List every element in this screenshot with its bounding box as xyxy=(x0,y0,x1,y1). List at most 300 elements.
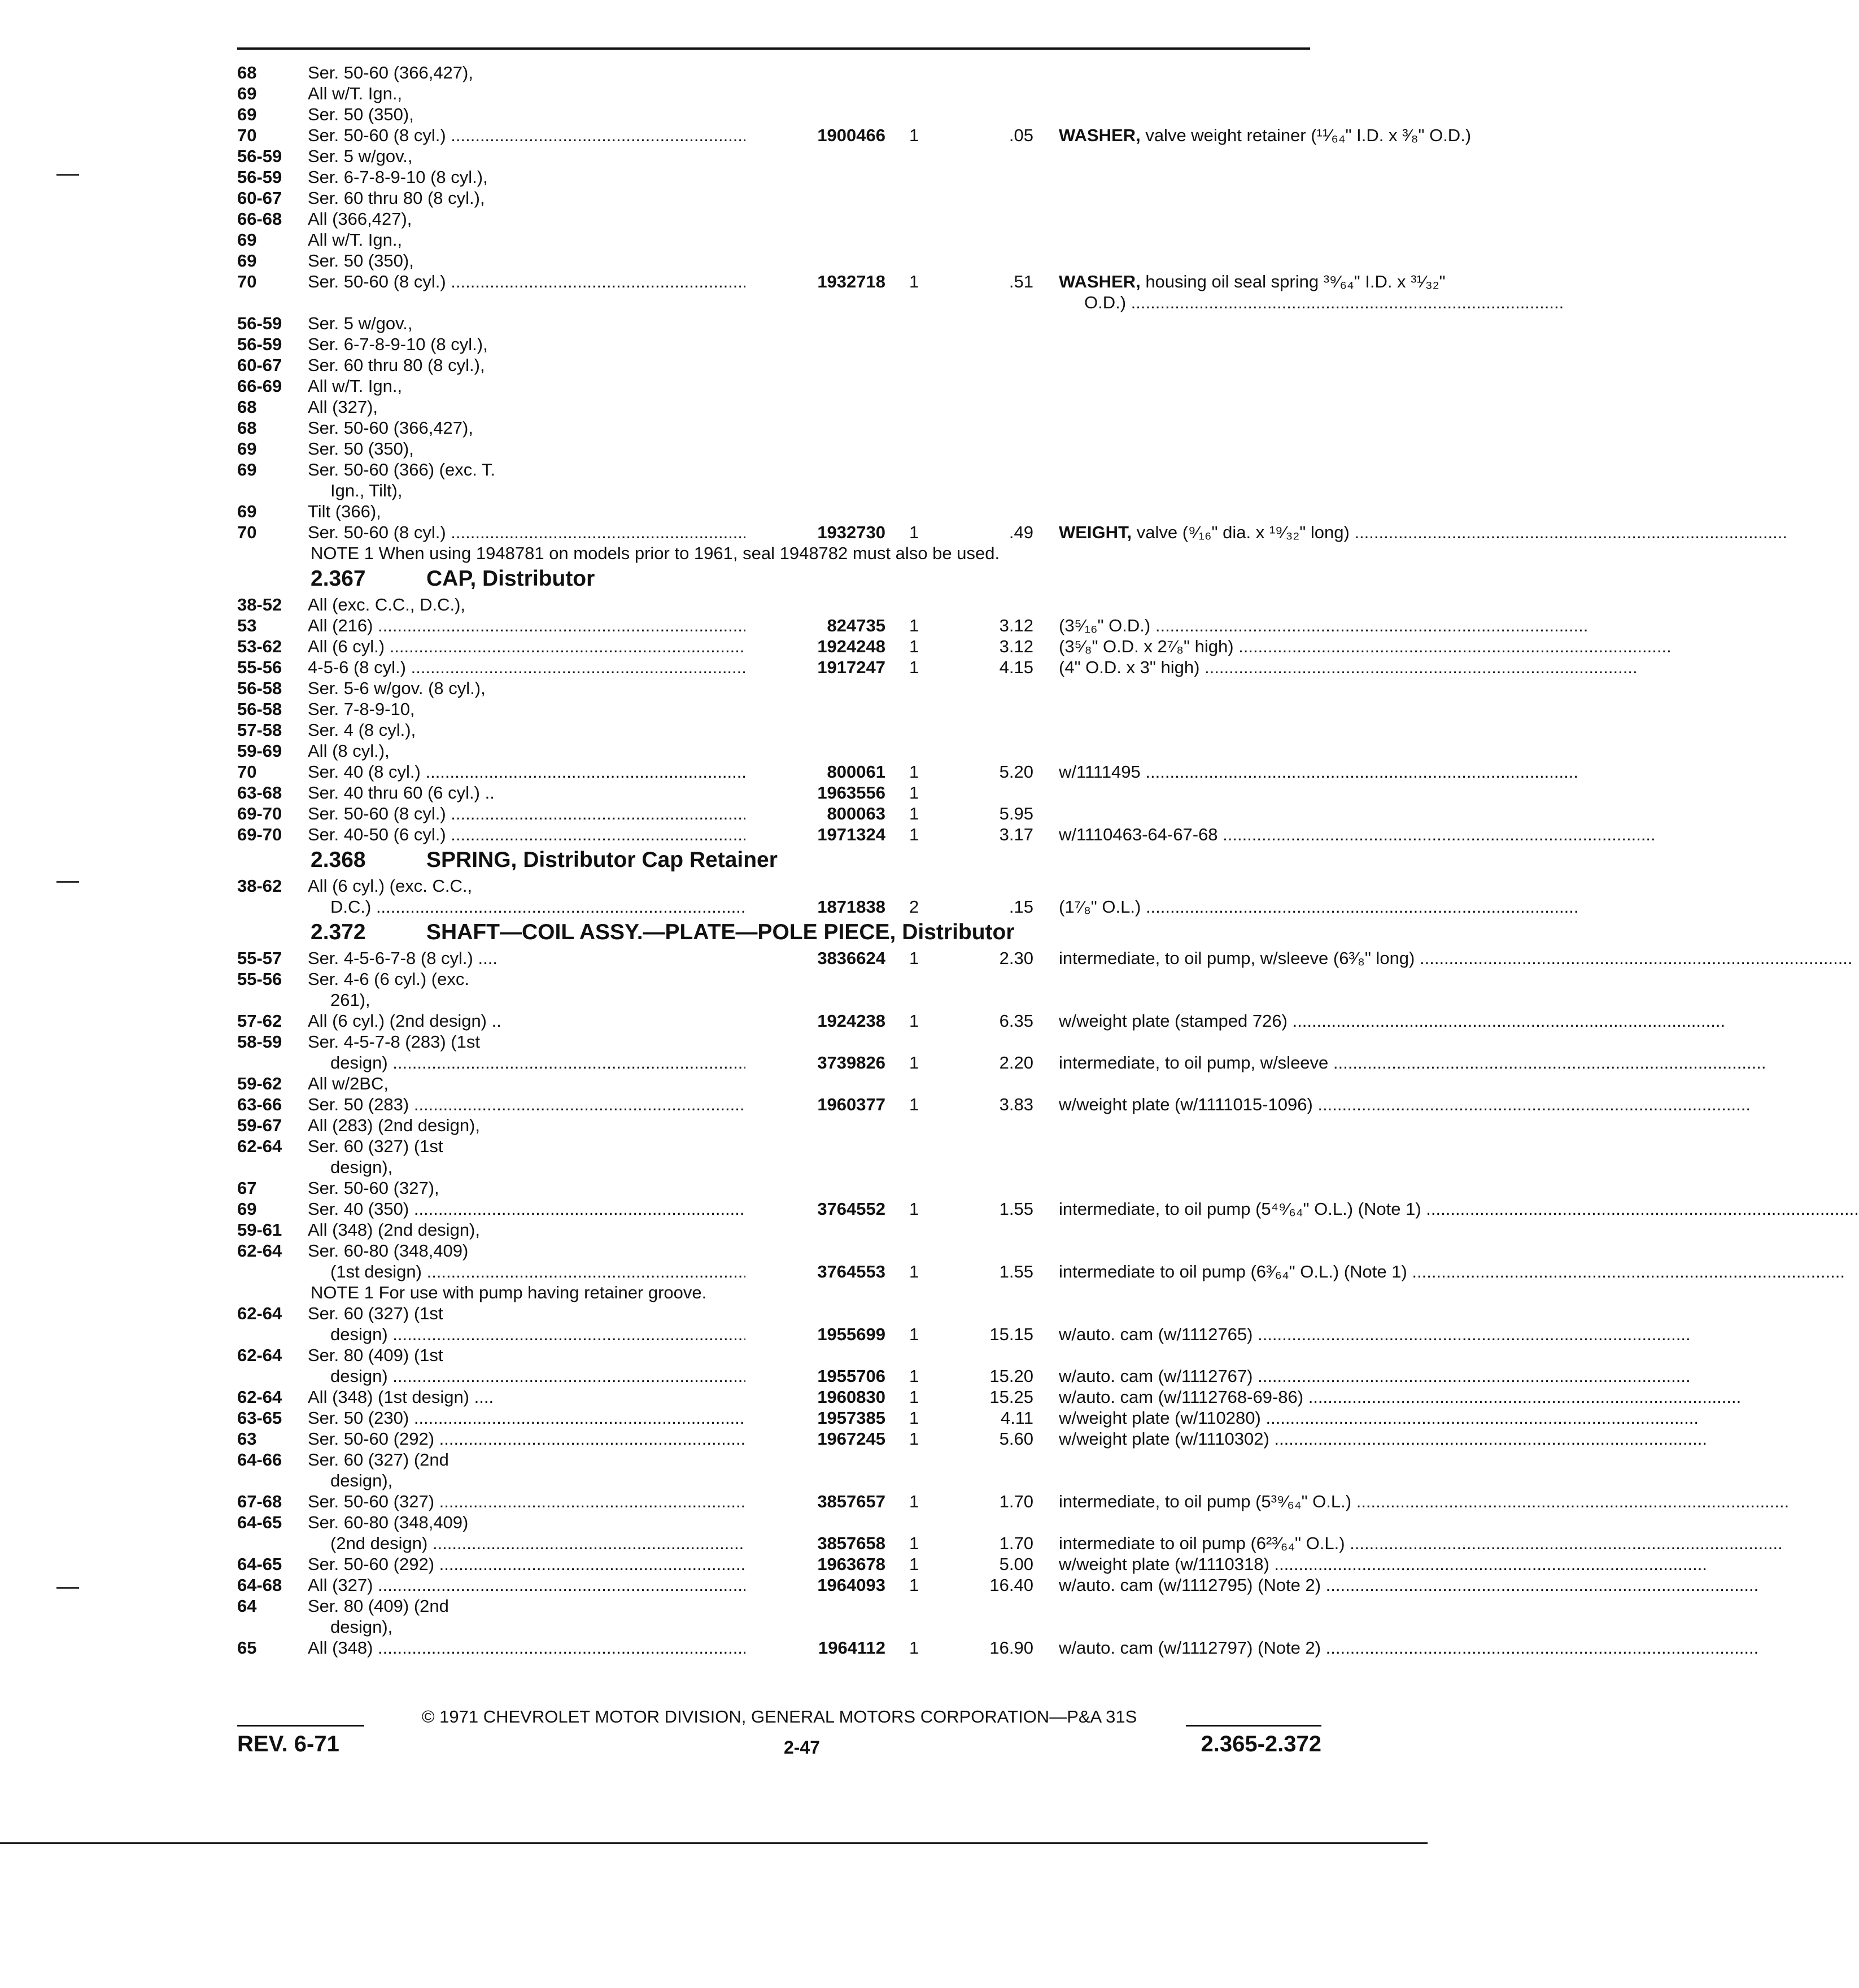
part-row xyxy=(237,188,1321,208)
application-desc: Ser. 50 (230) ..... xyxy=(308,1407,782,1428)
bottom-rule xyxy=(0,1842,1428,1844)
list-price: 3.12 xyxy=(999,616,1033,635)
list-price: 5.60 xyxy=(999,1429,1033,1449)
part-remark xyxy=(1059,1533,1345,1554)
remark-text: (3⁵⁄₈" O.D. x 2⁷⁄₈" high) xyxy=(1059,636,1234,656)
note-text: NOTE 1 For use with pump having retainer groove. xyxy=(311,1283,707,1302)
part-row xyxy=(237,1491,1352,1512)
part-row xyxy=(237,334,1321,355)
application-desc: design), xyxy=(330,1617,393,1637)
application-desc: Ser. 5 w/gov., xyxy=(308,313,413,333)
model-year: 59-61 xyxy=(237,1220,282,1240)
part-row xyxy=(237,824,1321,845)
revision-label: REV. 6-71 xyxy=(237,1732,339,1756)
part-remark xyxy=(1059,125,1472,146)
part-row xyxy=(237,1010,1321,1031)
quantity: 1 xyxy=(909,825,919,844)
application-desc: Tilt (366), xyxy=(308,502,381,521)
part-number: 800063 xyxy=(745,803,885,824)
footer-rule-right xyxy=(1186,1725,1321,1727)
part-row xyxy=(237,250,1321,271)
model-year: 69 xyxy=(237,104,257,124)
quantity: 1 xyxy=(909,1366,919,1386)
quantity: 1 xyxy=(909,1638,919,1658)
part-number: 1960830 xyxy=(745,1387,885,1407)
list-price: 2.30 xyxy=(999,948,1033,968)
part-row xyxy=(237,501,1321,522)
application-desc: Ign., Tilt), xyxy=(330,481,403,500)
section-number: 2.367 xyxy=(311,566,366,591)
part-number: 3764552 xyxy=(745,1198,885,1219)
part-row xyxy=(237,740,1321,761)
application-desc: Ser. 50 (350), xyxy=(308,104,414,124)
application-desc: All w/2BC, xyxy=(308,1074,389,1093)
part-number: 1967245 xyxy=(745,1428,885,1449)
note-text: NOTE 1 When using 1948781 on models prior to 1961, seal 1948782 must also be used. xyxy=(311,543,1000,563)
model-year: 62-64 xyxy=(237,1303,282,1323)
model-year: 70 xyxy=(237,522,257,542)
model-year: 68 xyxy=(237,397,257,417)
remark-text: w/weight plate (w/1110318) xyxy=(1059,1554,1269,1574)
part-number: 1924238 xyxy=(745,1010,885,1031)
part-row xyxy=(237,229,1321,250)
quantity: 1 xyxy=(909,1533,919,1553)
application-desc: D.C.) ..... xyxy=(308,896,805,917)
application-desc: Ser. 50-60 (366,427), xyxy=(308,63,473,82)
quantity: 1 xyxy=(909,1554,919,1574)
part-row xyxy=(237,636,1321,657)
application-desc: Ser. 50 (283) ..... xyxy=(308,1094,782,1115)
part-remark xyxy=(1059,1637,1319,1658)
model-year: 63-65 xyxy=(237,1408,282,1428)
application-desc: All w/T. Ign., xyxy=(308,230,403,250)
application-desc: Ser. 60 thru 80 (8 cyl.), xyxy=(308,355,485,375)
model-year: 69 xyxy=(237,84,257,103)
remark-text: intermediate, to oil pump, w/sleeve xyxy=(1059,1053,1329,1073)
remark-text: intermediate, to oil pump (5⁴⁹⁄₆₄" O.L.) (Note 1) xyxy=(1059,1199,1421,1219)
part-remark xyxy=(1059,824,1319,845)
model-year: 64-65 xyxy=(237,1512,282,1532)
remark-text: w/weight plate (w/110280) xyxy=(1059,1408,1261,1428)
application-desc: Ser. 50-60 (8 cyl.) ..... xyxy=(308,803,782,824)
part-row xyxy=(237,1407,1321,1428)
application-desc: Ser. 80 (409) (1st xyxy=(308,1345,443,1365)
part-remark xyxy=(1059,1010,1319,1031)
list-price: 1.70 xyxy=(999,1492,1033,1511)
application-desc: Ser. 4 (8 cyl.), xyxy=(308,720,416,740)
part-row xyxy=(237,1637,1321,1658)
part-row xyxy=(237,1616,1321,1637)
part-number: 1924248 xyxy=(745,636,885,657)
remark-text: intermediate, to oil pump, w/sleeve (6³⁄₈" long) xyxy=(1059,948,1415,968)
application-desc: 4-5-6 (8 cyl.) ..... xyxy=(308,657,782,678)
part-row xyxy=(237,522,1350,543)
application-desc: design) ..... xyxy=(308,1324,805,1345)
part-remark xyxy=(1059,1387,1319,1407)
section-range: 2.365-2.372 xyxy=(1201,1732,1321,1756)
application-desc: All (6 cyl.) ..... xyxy=(308,636,782,657)
part-row xyxy=(237,1387,1321,1407)
application-desc: Ser. 6-7-8-9-10 (8 cyl.), xyxy=(308,167,488,187)
model-year: 55-56 xyxy=(237,969,282,989)
application-desc: Ser. 50 (350), xyxy=(308,251,414,271)
list-price: 16.40 xyxy=(989,1575,1033,1595)
part-row xyxy=(237,1178,1321,1198)
application-desc: Ser. 40 (350) ..... xyxy=(308,1198,782,1219)
list-price: .51 xyxy=(1009,272,1033,291)
part-number: 1955699 xyxy=(745,1324,885,1345)
part-row xyxy=(237,896,1321,917)
part-row xyxy=(237,594,1321,615)
part-row xyxy=(237,1533,1345,1554)
application-desc: 261), xyxy=(330,990,370,1010)
quantity: 1 xyxy=(909,1492,919,1511)
part-row xyxy=(237,480,1321,501)
part-row xyxy=(237,782,1321,803)
application-desc: All (exc. C.C., D.C.), xyxy=(308,595,466,614)
part-row xyxy=(237,1366,1321,1387)
margin-tick xyxy=(56,174,79,176)
part-row xyxy=(237,1073,1321,1094)
part-row xyxy=(237,657,1321,678)
part-row xyxy=(237,417,1321,438)
model-year: 56-59 xyxy=(237,334,282,354)
list-price: 1.55 xyxy=(999,1199,1033,1219)
part-number: 1932730 xyxy=(745,522,885,543)
quantity: 1 xyxy=(909,1095,919,1114)
model-year: 57-62 xyxy=(237,1011,282,1031)
quantity: 1 xyxy=(909,762,919,782)
list-price: 1.55 xyxy=(999,1262,1033,1281)
application-desc: Ser. 5-6 w/gov. (8 cyl.), xyxy=(308,678,486,698)
application-desc: Ser. 7-8-9-10, xyxy=(308,699,415,719)
list-price: 15.15 xyxy=(989,1324,1033,1344)
model-year: 68 xyxy=(237,63,257,82)
application-desc: Ser. 6-7-8-9-10 (8 cyl.), xyxy=(308,334,488,354)
application-desc: Ser. 40 (8 cyl.) ..... xyxy=(308,761,782,782)
remark-text: w/auto. cam (w/1112765) xyxy=(1059,1324,1253,1344)
note-row xyxy=(237,1282,1321,1303)
section-title: SPRING, Distributor Cap Retainer xyxy=(426,848,778,872)
quantity: 1 xyxy=(909,657,919,677)
part-row xyxy=(237,1261,1407,1282)
model-year: 66-69 xyxy=(237,376,282,396)
remark-text: intermediate to oil pump (6³⁄₆₄" O.L.) (Note 1) xyxy=(1059,1262,1407,1281)
part-number: 1960377 xyxy=(745,1094,885,1115)
margin-tick xyxy=(56,881,79,883)
quantity: 1 xyxy=(909,783,919,803)
quantity: 1 xyxy=(909,1575,919,1595)
remark-text: (1⁷⁄₈" O.L.) xyxy=(1059,897,1141,917)
part-number: 1957385 xyxy=(745,1407,885,1428)
list-price: 6.35 xyxy=(999,1011,1033,1031)
list-price: 5.20 xyxy=(999,762,1033,782)
remark-text: w/weight plate (stamped 726) xyxy=(1059,1011,1288,1031)
section-heading xyxy=(237,845,1321,875)
section-heading xyxy=(237,564,1321,594)
part-row xyxy=(237,396,1321,417)
top-rule xyxy=(237,47,1310,50)
remark-text: (3⁵⁄₁₆" O.D.) xyxy=(1059,616,1151,635)
model-year: 69 xyxy=(237,230,257,250)
part-row xyxy=(237,1157,1321,1178)
application-desc: design), xyxy=(330,1157,393,1177)
list-price: 15.25 xyxy=(989,1387,1033,1407)
application-desc: All (348) (1st design) .... xyxy=(308,1387,494,1407)
list-price: 3.83 xyxy=(999,1095,1033,1114)
part-row xyxy=(237,1198,1421,1219)
model-year: 56-59 xyxy=(237,167,282,187)
model-year: 63-66 xyxy=(237,1095,282,1114)
margin-tick xyxy=(56,1587,79,1589)
model-year: 58-59 xyxy=(237,1032,282,1052)
model-year: 38-62 xyxy=(237,876,282,896)
part-number: 1900466 xyxy=(745,125,885,146)
application-desc: Ser. 50-60 (8 cyl.) ..... xyxy=(308,125,782,146)
part-row xyxy=(237,208,1321,229)
application-desc: All (348) ..... xyxy=(308,1637,782,1658)
application-desc: Ser. 60 (327) (2nd xyxy=(308,1450,449,1470)
application-desc: design), xyxy=(330,1471,393,1490)
model-year: 69 xyxy=(237,251,257,271)
application-desc: All (6 cyl.) (exc. C.C., xyxy=(308,876,473,896)
part-row xyxy=(237,1303,1321,1324)
list-price: .49 xyxy=(1009,522,1033,542)
model-year: 56-59 xyxy=(237,313,282,333)
part-number: 3836624 xyxy=(745,948,885,969)
model-year: 70 xyxy=(237,125,257,145)
remark-text: intermediate to oil pump (6²³⁄₆₄" O.L.) xyxy=(1059,1533,1345,1553)
model-year: 63 xyxy=(237,1429,257,1449)
remark-text: O.D.) xyxy=(1084,293,1127,312)
part-name: WASHER, xyxy=(1059,125,1141,145)
model-year: 69 xyxy=(237,439,257,459)
application-desc: Ser. 50-60 (327), xyxy=(308,1178,439,1198)
part-remark xyxy=(1059,657,1319,678)
quantity: 1 xyxy=(909,1387,919,1407)
part-remark xyxy=(1084,292,1344,313)
page-number: 2-47 xyxy=(783,1737,821,1758)
application-desc: All (327) ..... xyxy=(308,1575,782,1595)
remark-text: w/1110463-64-67-68 xyxy=(1059,825,1218,844)
model-year: 56-59 xyxy=(237,146,282,166)
remark-text: valve (⁹⁄₁₆" dia. x ¹⁹⁄₃₂" long) xyxy=(1136,522,1350,542)
model-year: 53 xyxy=(237,616,257,635)
model-year: 69-70 xyxy=(237,804,282,823)
model-year: 62-64 xyxy=(237,1387,282,1407)
note-row xyxy=(237,543,1321,564)
section-number: 2.368 xyxy=(311,848,366,872)
quantity: 1 xyxy=(909,1199,919,1219)
model-year: 70 xyxy=(237,762,257,782)
quantity: 1 xyxy=(909,1053,919,1073)
application-desc: Ser. 50-60 (8 cyl.) ..... xyxy=(308,522,782,543)
application-desc: (1st design) ..... xyxy=(308,1261,805,1282)
part-row xyxy=(237,989,1321,1010)
part-row xyxy=(237,459,1321,480)
part-number: 1963556 xyxy=(745,782,885,803)
model-year: 55-57 xyxy=(237,948,282,968)
quantity: 1 xyxy=(909,1429,919,1449)
part-row xyxy=(237,125,1472,146)
list-price: 16.90 xyxy=(989,1638,1033,1658)
application-desc: Ser. 60-80 (348,409) xyxy=(308,1241,469,1261)
list-price: .15 xyxy=(1009,897,1033,917)
model-year: 55-56 xyxy=(237,657,282,677)
remark-text: w/1111495 xyxy=(1059,762,1141,782)
application-desc: Ser. 40-50 (6 cyl.) ..... xyxy=(308,824,782,845)
part-number: 1964093 xyxy=(745,1575,885,1595)
part-number: 1932718 xyxy=(745,271,885,292)
part-row xyxy=(237,678,1321,699)
model-year: 64-68 xyxy=(237,1575,282,1595)
part-row xyxy=(237,62,1321,83)
part-number: 1871838 xyxy=(745,896,885,917)
part-row xyxy=(237,1554,1321,1575)
list-price: 5.00 xyxy=(999,1554,1033,1574)
list-price: 3.12 xyxy=(999,636,1033,656)
list-price: 3.17 xyxy=(999,825,1033,844)
part-number: 824735 xyxy=(745,615,885,636)
parts-list xyxy=(237,62,1472,1658)
part-number: 1955706 xyxy=(745,1366,885,1387)
model-year: 64 xyxy=(237,1596,257,1616)
list-price: 15.20 xyxy=(989,1366,1033,1386)
part-remark xyxy=(1059,1491,1352,1512)
application-desc: All (8 cyl.), xyxy=(308,741,390,761)
remark-text: intermediate, to oil pump (5³⁹⁄₆₄" O.L.) xyxy=(1059,1492,1352,1511)
remark-text: valve weight retainer (¹¹⁄₆₄" I.D. x ³⁄₈" O.D.) xyxy=(1145,125,1472,145)
quantity: 2 xyxy=(909,897,919,917)
part-row xyxy=(237,1512,1321,1533)
remark-text: w/auto. cam (w/1112768-69-86) xyxy=(1059,1387,1304,1407)
part-row xyxy=(237,1345,1321,1366)
part-row xyxy=(237,1052,1329,1073)
model-year: 69 xyxy=(237,460,257,479)
part-remark xyxy=(1059,522,1350,543)
part-remark xyxy=(1059,615,1319,636)
part-row xyxy=(237,969,1321,989)
part-row xyxy=(237,720,1321,740)
model-year: 38-52 xyxy=(237,595,282,614)
section-heading xyxy=(237,917,1321,948)
model-year: 64-65 xyxy=(237,1554,282,1574)
quantity: 1 xyxy=(909,1011,919,1031)
part-row xyxy=(237,167,1321,188)
application-desc: design) ..... xyxy=(308,1366,805,1387)
quantity: 1 xyxy=(909,1324,919,1344)
section-title: SHAFT—COIL ASSY.—PLATE—POLE PIECE, Distributor xyxy=(426,920,1015,944)
application-desc: Ser. 50-60 (327) ..... xyxy=(308,1491,782,1512)
application-desc: design) ..... xyxy=(308,1052,805,1073)
part-remark xyxy=(1059,1575,1319,1595)
part-row xyxy=(237,1115,1321,1136)
remark-text: w/weight plate (w/1110302) xyxy=(1059,1429,1269,1449)
model-year: 53-62 xyxy=(237,636,282,656)
model-year: 60-67 xyxy=(237,188,282,208)
model-year: 69-70 xyxy=(237,825,282,844)
part-number: 800061 xyxy=(745,761,885,782)
list-price: 5.95 xyxy=(999,804,1033,823)
application-desc: All (6 cyl.) (2nd design) .. xyxy=(308,1011,501,1031)
model-year: 67-68 xyxy=(237,1492,282,1511)
application-desc: Ser. 80 (409) (2nd xyxy=(308,1596,449,1616)
part-remark xyxy=(1059,1198,1421,1219)
part-remark xyxy=(1059,636,1319,657)
quantity: 1 xyxy=(909,1408,919,1428)
application-desc: All w/T. Ign., xyxy=(308,84,403,103)
model-year: 69 xyxy=(237,502,257,521)
model-year: 62-64 xyxy=(237,1136,282,1156)
application-desc: Ser. 60 thru 80 (8 cyl.), xyxy=(308,188,485,208)
part-row xyxy=(237,1136,1321,1157)
model-year: 59-67 xyxy=(237,1115,282,1135)
model-year: 66-68 xyxy=(237,209,282,229)
part-remark xyxy=(1059,1052,1329,1073)
part-row xyxy=(237,1449,1321,1470)
quantity: 1 xyxy=(909,1262,919,1281)
part-remark xyxy=(1059,896,1319,917)
quantity: 1 xyxy=(909,272,919,291)
model-year: 59-62 xyxy=(237,1074,282,1093)
model-year: 59-69 xyxy=(237,741,282,761)
list-price: 1.70 xyxy=(999,1533,1033,1553)
part-row xyxy=(237,438,1321,459)
application-desc: All (283) (2nd design), xyxy=(308,1115,480,1135)
part-row xyxy=(237,376,1321,396)
part-row xyxy=(237,1575,1321,1595)
application-desc: Ser. 60 (327) (1st xyxy=(308,1136,443,1156)
list-price: 2.20 xyxy=(999,1053,1033,1073)
part-row xyxy=(237,948,1415,969)
application-desc: All w/T. Ign., xyxy=(308,376,403,396)
model-year: 60-67 xyxy=(237,355,282,375)
model-year: 56-58 xyxy=(237,699,282,719)
part-row xyxy=(237,146,1321,167)
application-desc: Ser. 50-60 (366,427), xyxy=(308,418,473,438)
part-row xyxy=(237,699,1321,720)
part-row xyxy=(237,271,1446,292)
application-desc: Ser. 50-60 (8 cyl.) ..... xyxy=(308,271,782,292)
part-number: 3857657 xyxy=(745,1491,885,1512)
remark-text: w/auto. cam (w/1112767) xyxy=(1059,1366,1253,1386)
part-remark xyxy=(1059,1094,1319,1115)
part-remark xyxy=(1059,761,1319,782)
remark-text: w/auto. cam (w/1112797) (Note 2) xyxy=(1059,1638,1321,1658)
part-number: 3739826 xyxy=(745,1052,885,1073)
part-remark xyxy=(1059,1366,1319,1387)
part-number: 1963678 xyxy=(745,1554,885,1575)
list-price: .05 xyxy=(1009,125,1033,145)
section-title: CAP, Distributor xyxy=(426,566,595,591)
part-remark xyxy=(1059,1407,1319,1428)
application-desc: Ser. 4-5-6-7-8 (8 cyl.) .... xyxy=(308,948,498,968)
application-desc: Ser. 4-6 (6 cyl.) (exc. xyxy=(308,969,469,989)
model-year: 63-68 xyxy=(237,783,282,803)
part-row xyxy=(237,104,1321,125)
part-row xyxy=(237,1094,1321,1115)
part-number: 3764553 xyxy=(745,1261,885,1282)
application-desc: Ser. 50-60 (366) (exc. T. xyxy=(308,460,495,479)
quantity: 1 xyxy=(909,948,919,968)
remark-text: housing oil seal spring ³⁹⁄₆₄" I.D. x ³¹⁄₃₂" xyxy=(1145,272,1446,291)
model-year: 62-64 xyxy=(237,1241,282,1261)
part-number: 1964112 xyxy=(745,1637,885,1658)
part-row xyxy=(237,1428,1321,1449)
application-desc: Ser. 60-80 (348,409) xyxy=(308,1512,469,1532)
application-desc: Ser. 5 w/gov., xyxy=(308,146,413,166)
page-footer xyxy=(237,1706,1321,1768)
